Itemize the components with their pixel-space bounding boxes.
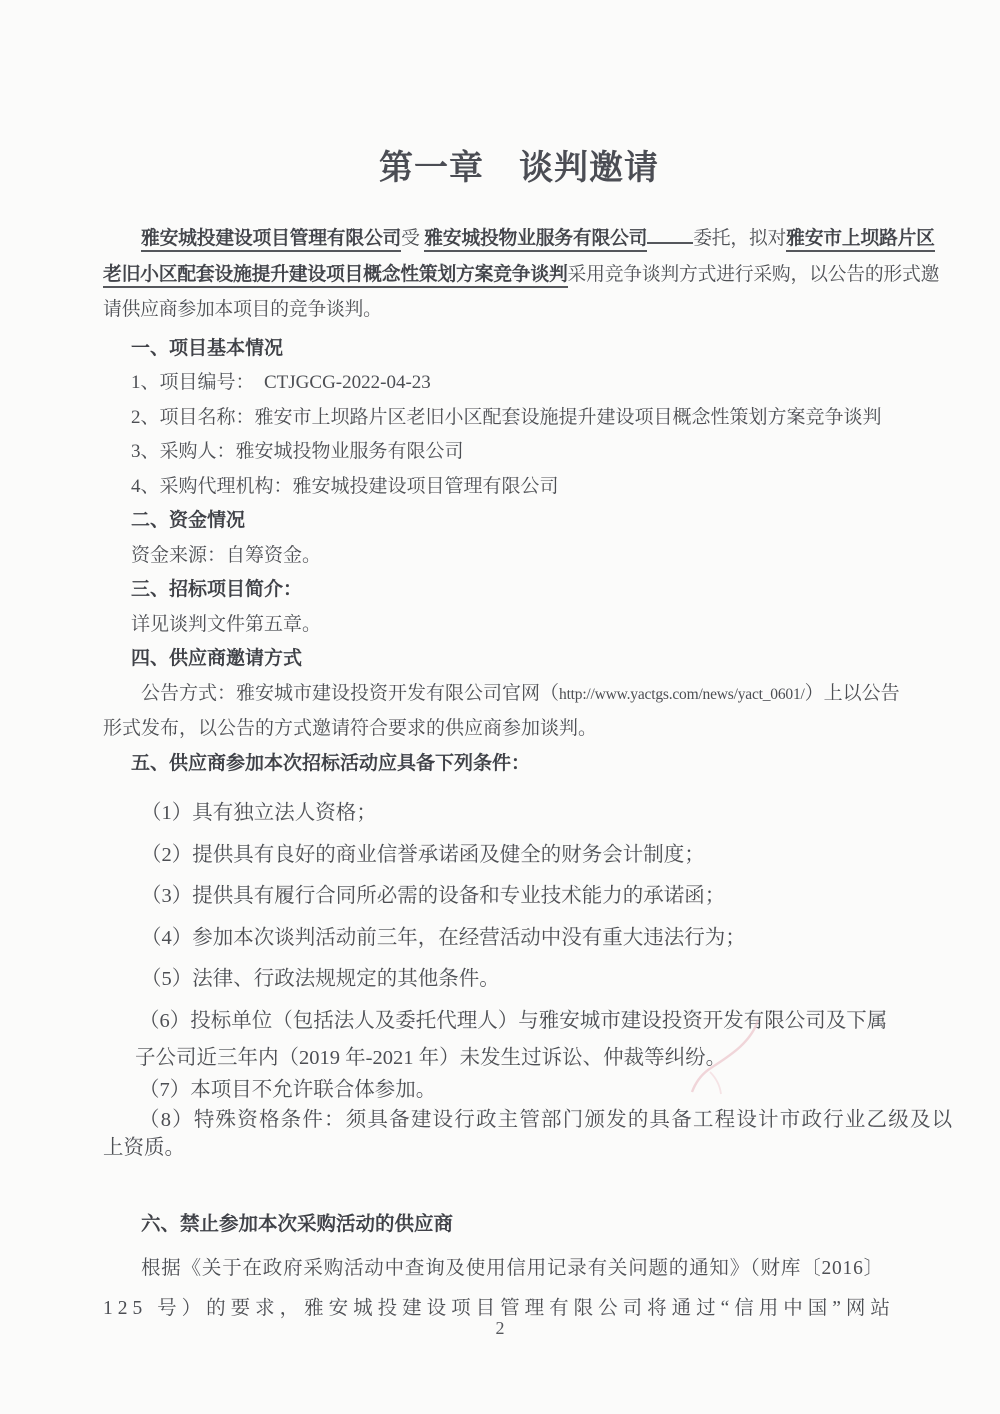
- condition-2: （2）提供具有良好的商业信誉承诺函及健全的财务会计制度；: [141, 843, 705, 866]
- purchaser-name-underlined: 雅安城投物业服务有限公司: [424, 228, 647, 252]
- section-5-heading: 五、供应商参加本次招标活动应具备下列条件：: [131, 752, 531, 774]
- condition-1: （1）具有独立法人资格；: [141, 802, 377, 824]
- conditions-list: [103, 793, 954, 1162]
- condition-6-line-1: （6）投标单位（包括法人及委托代理人）与雅安城市建设投资开发有限公司及下属: [139, 1009, 888, 1032]
- project-number-item: 1、项目编号： CTJGCG-2022-04-23: [131, 372, 431, 393]
- intro-line-3: 请供应商参加本项目的竞争谈判。: [103, 299, 382, 320]
- chapter-title: 第一章 谈判邀请: [379, 150, 659, 187]
- project-name-underlined-start: 雅安市上坝路片区: [786, 228, 935, 252]
- condition-4: （4）参加本次谈判活动前三年，在经营活动中没有重大违法行为；: [141, 926, 746, 949]
- announcement-line-2: 形式发布，以公告的方式邀请符合要求的供应商参加谈判。: [103, 718, 598, 739]
- page-number: 2: [495, 1318, 505, 1338]
- project-name-underlined-rest: 老旧小区配套设施提升建设项目概念性策划方案竞争谈判: [103, 264, 568, 288]
- blank-underline: [647, 223, 693, 244]
- page-content: [103, 0, 954, 1329]
- section-3-heading: 三、招标项目简介：: [131, 579, 303, 600]
- announcement-url: http://www.yactgs.com/news/yact_0601/: [559, 685, 805, 703]
- condition-3: （3）提供具有履行合同所必需的设备和专业技术能力的承诺函；: [141, 885, 726, 907]
- announcement-text: 公告方式：雅安城市建设投资开发有限公司官网（: [141, 682, 560, 704]
- intro-text: 受: [401, 228, 425, 249]
- intro-line-1: [103, 221, 935, 257]
- agent-item: 4、采购代理机构：雅安城投建设项目管理有限公司: [131, 475, 559, 497]
- project-name-item: 2、项目名称：雅安市上坝路片区老旧小区配套设施提升建设项目概念性策划方案竞争谈判: [131, 406, 882, 428]
- announcement-line-1: [103, 677, 935, 713]
- section-4-heading: 四、供应商邀请方式: [131, 648, 303, 669]
- announcement-text: ）上以公告: [804, 682, 900, 704]
- condition-7: （7）本项目不允许联合体参加。: [139, 1078, 437, 1101]
- intro-line-2: [103, 257, 940, 293]
- credit-notice-line-1: 根据《关于在政府采购活动中查询及使用信用记录有关问题的通知》（财库〔2016〕: [141, 1258, 884, 1279]
- section-1-heading: 一、项目基本情况: [131, 337, 284, 359]
- funding-source-line: 资金来源：自筹资金。: [131, 544, 322, 566]
- section-6-heading: 六、禁止参加本次采购活动的供应商: [141, 1214, 454, 1235]
- intro-paragraph: [103, 221, 940, 328]
- credit-notice-line-2: 125 号）的要求，雅安城投建设项目管理有限公司将通过“信用中国”网站: [103, 1298, 895, 1319]
- condition-6-line-2: 子公司近三年内（2019 年-2021 年）未发生过诉讼、仲裁等纠纷。: [135, 1046, 727, 1069]
- condition-8-line-1: （8）特殊资格条件：须具备建设行政主管部门颁发的具备工程设计市政行业乙级及以: [139, 1108, 954, 1131]
- condition-5: （5）法律、行政法规规定的其他条件。: [141, 968, 500, 990]
- project-brief-line: 详见谈判文件第五章。: [131, 613, 322, 635]
- purchaser-item: 3、采购人：雅安城投物业服务有限公司: [131, 441, 464, 462]
- intro-text: 采用竞争谈判方式进行采购，以公告的形式邀: [567, 263, 940, 285]
- section-2-heading: 二、资金情况: [131, 510, 246, 531]
- credit-notice-paragraph: [103, 1248, 935, 1329]
- sections-block: [103, 332, 935, 782]
- intro-text: 委托，拟对: [693, 228, 787, 249]
- condition-8-line-2: 上资质。: [103, 1137, 185, 1159]
- agency-name-underlined: 雅安城投建设项目管理有限公司: [141, 228, 401, 252]
